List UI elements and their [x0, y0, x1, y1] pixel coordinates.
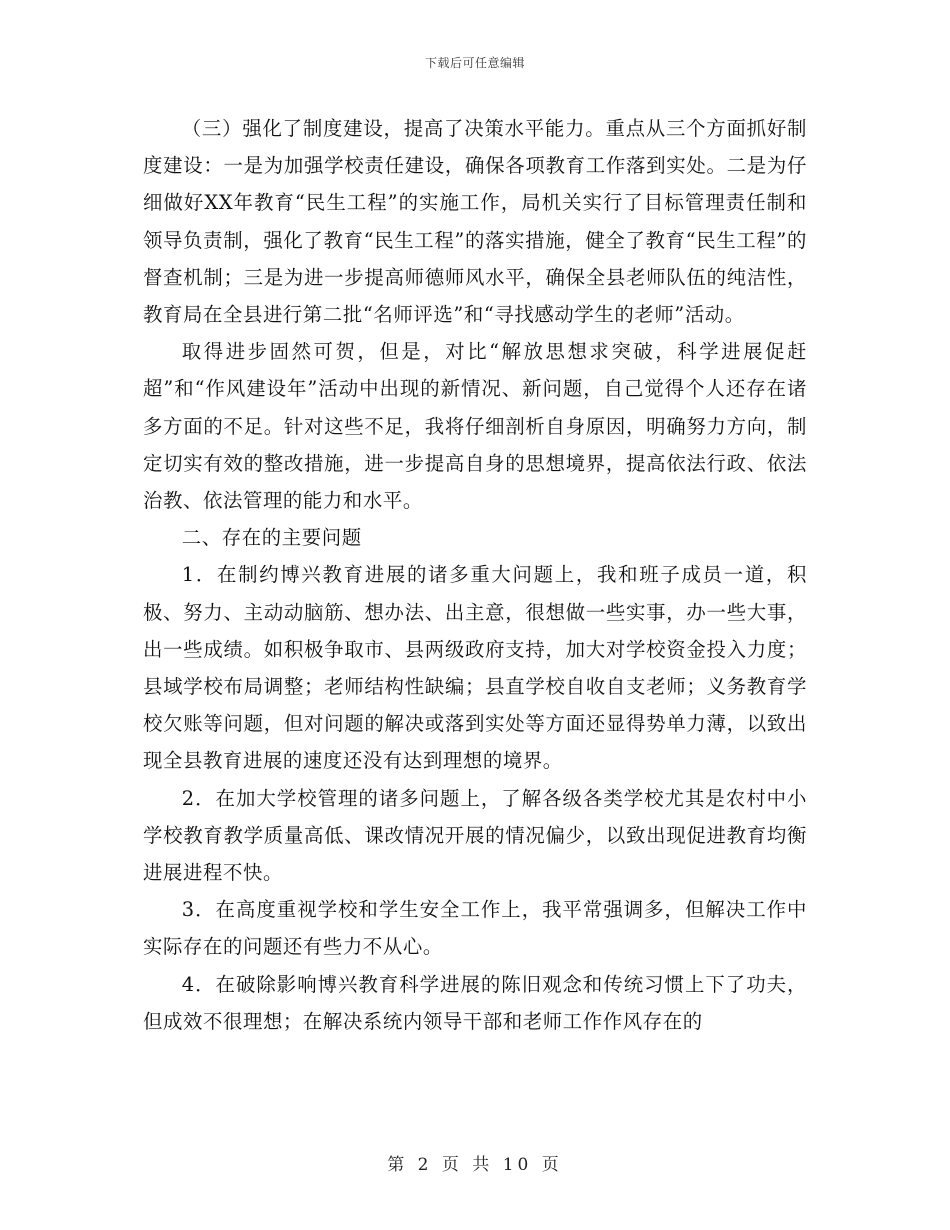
paragraph-problem-3: 3．在高度重视学校和学生安全工作上，我平常强调多，但解决工作中实际存在的问题还有些力不从心。 [143, 898, 807, 959]
page-footer: 第 2 页 共 10 页 [387, 1155, 563, 1175]
document-body [143, 110, 807, 1040]
section-heading-main-problems: 二、存在的主要问题 [181, 526, 362, 550]
paragraph-problem-1: 1．在制约博兴教育进展的诸多重大问题上，我和班子成员一道，积极、努力、主动动脑筋、想办法、出主意，很想做一些实事，办一些大事，出一些成绩。如积极争取市、县两级政府支持，加大对学校资金投入力度；县域学校布局调整；老师结构性缺编；县直学校自收自支老师；义务教育学校欠账等问题，但对问题的解决或落到实处等方面还显得势单力薄，以致出现全县教育进展的速度还没有达到理想的境界。 [143, 563, 807, 773]
paragraph-problem-2: 2．在加大学校管理的诸多问题上，了解各级各类学校尤其是农村中小学校教育教学质量高低、课改情况开展的情况偏少，以致出现促进教育均衡进展进程不快。 [143, 786, 807, 885]
page-header: 下载后可任意编辑 [424, 56, 525, 70]
paragraph-institution-building: （三）强化了制度建设，提高了决策水平能力。重点从三个方面抓好制度建设：一是为加强学校责任建设，确保各项教育工作落到实处。二是为仔细做好XX年教育“民生工程”的实施工作，局机关实行了目标管理责任制和领导负责制，强化了教育“民生工程”的落实措施，健全了教育“民生工程”的督查机制；三是为进一步提高师德师风水平，确保全县老师队伍的纯洁性，教育局在全县进行第二批“名师评选”和“寻找感动学生的老师”活动。 [143, 117, 807, 327]
paragraph-problem-4: 4．在破除影响博兴教育科学进展的陈旧观念和传统习惯上下了功夫，但成效不很理想；在解决系统内领导干部和老师工作作风存在的 [143, 972, 807, 1033]
paragraph-progress-shortcomings: 取得进步固然可贺，但是，对比“解放思想求突破，科学进展促赶超”和“作风建设年”活动中出现的新情况、新问题，自己觉得个人还存在诸多方面的不足。针对这些不足，我将仔细剖析自身原因，明确努力方向，制定切实有效的整改措施，进一步提高自身的思想境界，提高依法行政、依法治教、依法管理的能力和水平。 [143, 340, 807, 513]
